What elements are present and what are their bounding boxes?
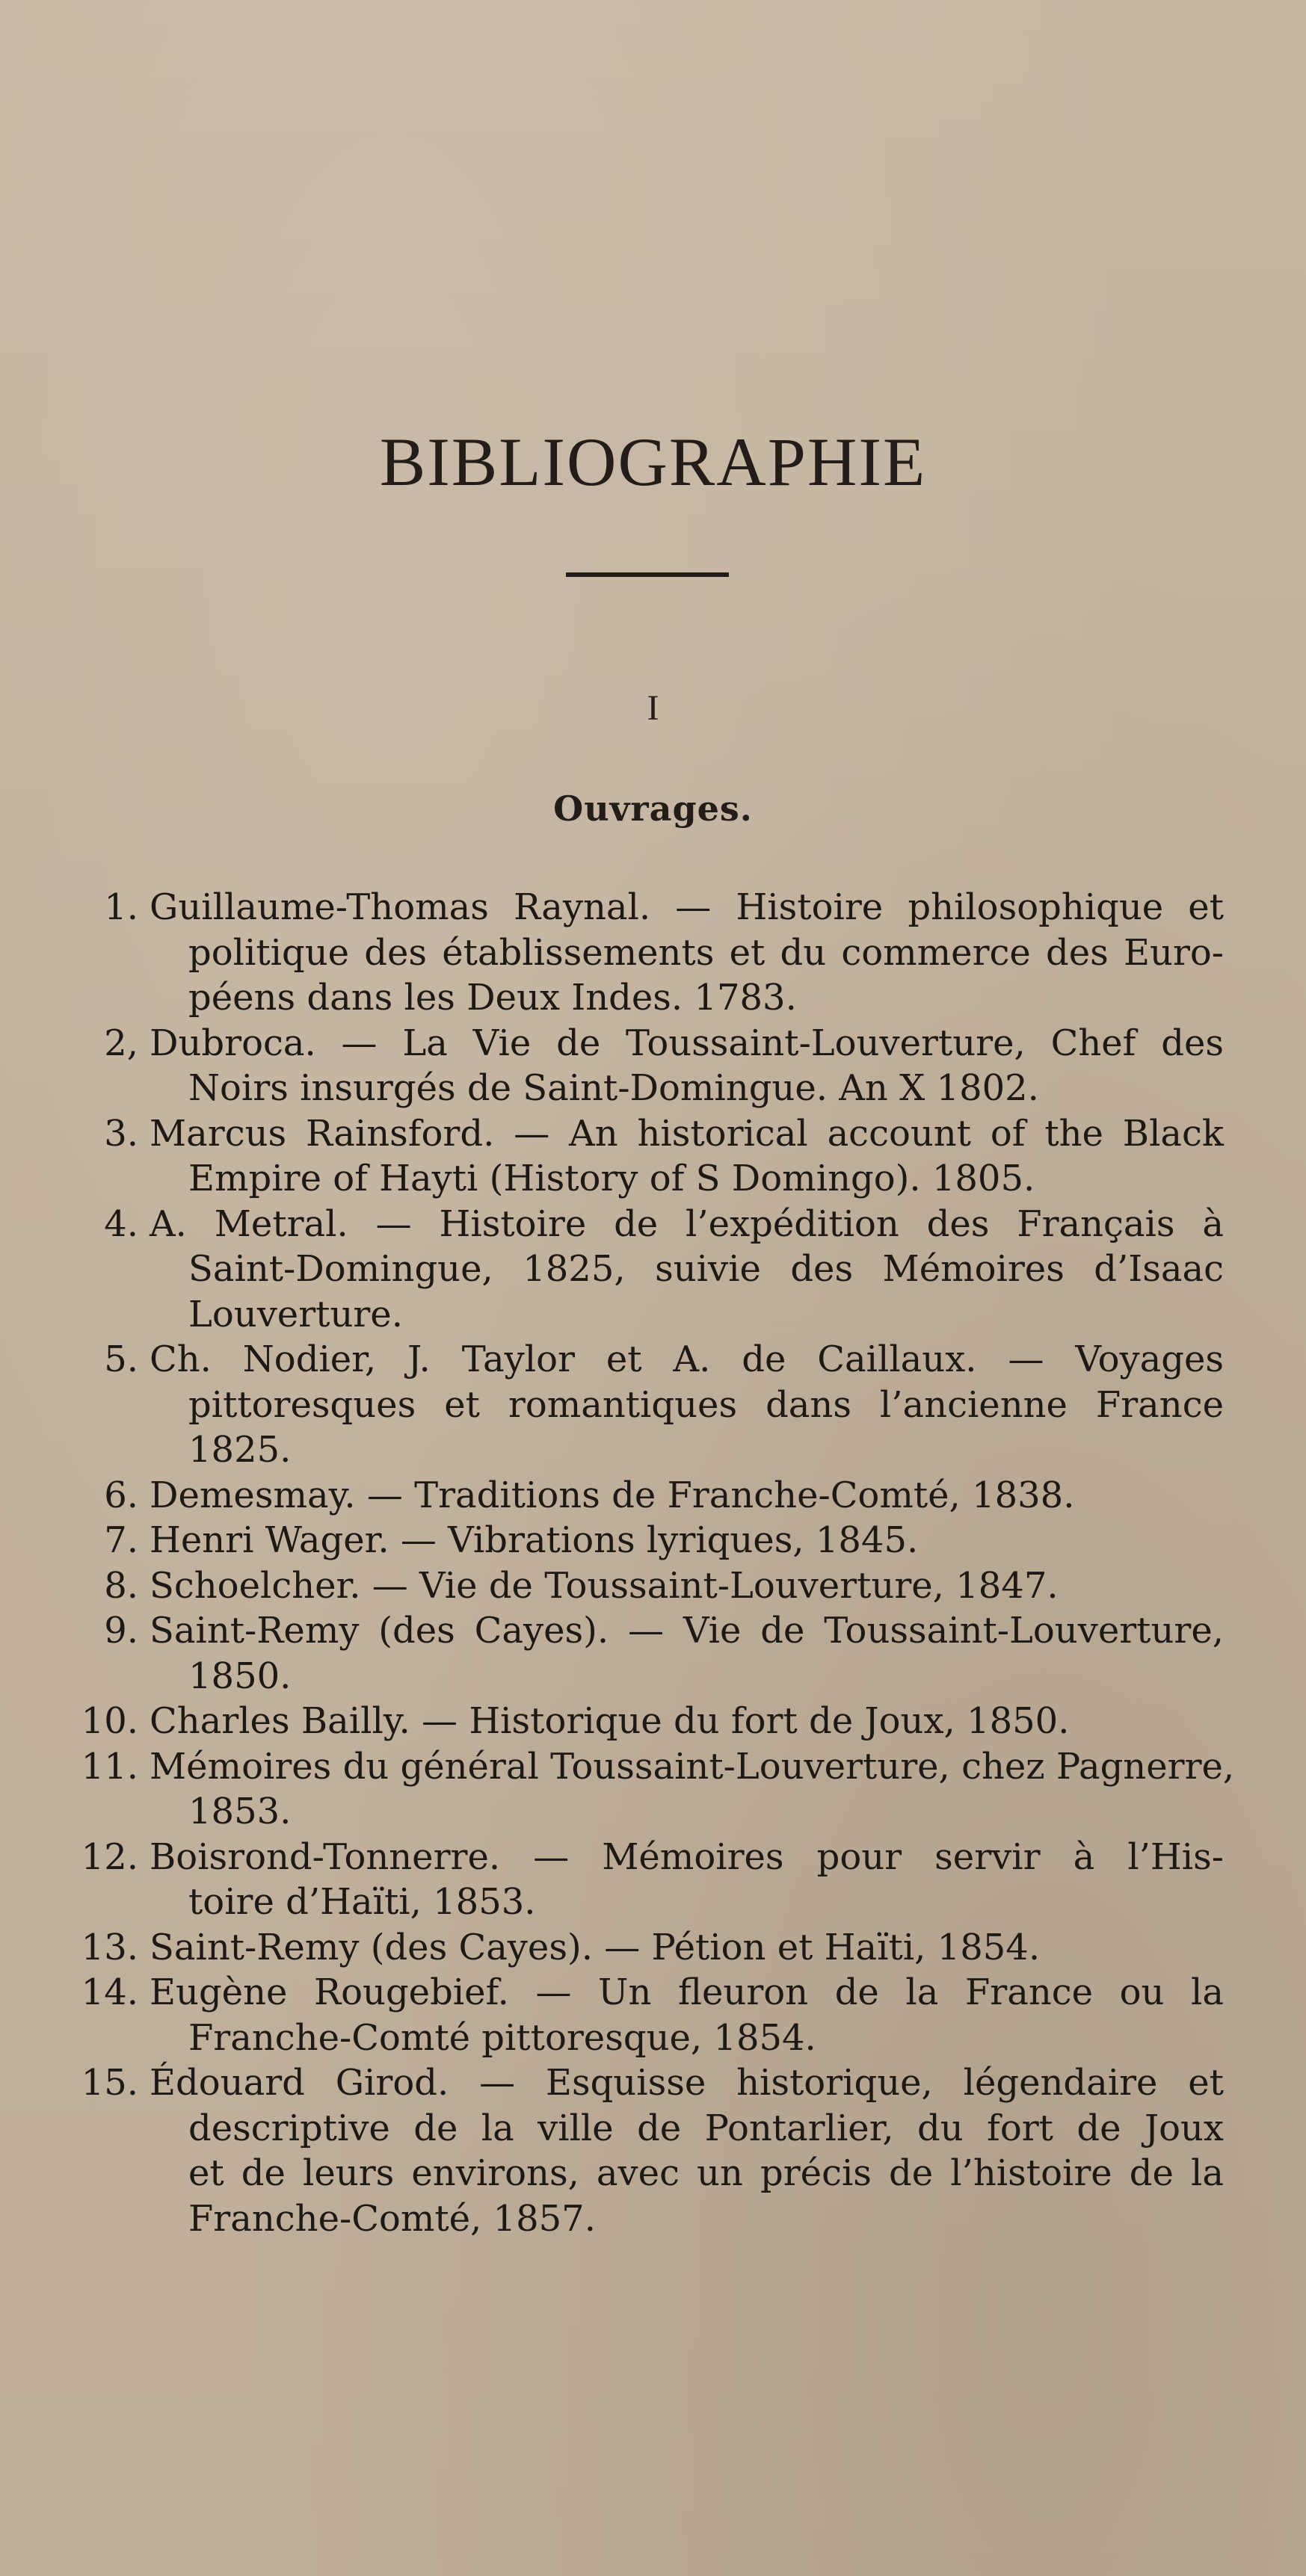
- entry-line: Franche-Comté, 1857.: [188, 2197, 596, 2240]
- entry-line: Eugène Rougebief. — Un fleuron de la France ou la: [150, 1971, 1224, 2013]
- entry-line: Louverture.: [188, 1293, 403, 1335]
- entry-number: 10.: [81, 1700, 138, 1742]
- bibliography-entry: [0, 1337, 1306, 1473]
- entry-line: Saint-Remy (des Cayes). — Pétion et Haïti, 1854.: [150, 1926, 1041, 1968]
- entry-line: Franche-Comté pittoresque, 1854.: [188, 2016, 816, 2059]
- entry-line: 1825.: [188, 1429, 292, 1471]
- entry-line: Édouard Girod. — Esquisse historique, légendaire et: [150, 2062, 1224, 2104]
- entry-line: Charles Bailly. — Historique du fort de Joux, 1850.: [150, 1700, 1070, 1742]
- page-title: BIBLIOGRAPHIE: [379, 424, 927, 500]
- bibliography-entry: [0, 1563, 1306, 1609]
- entry-number: 6.: [104, 1474, 138, 1516]
- entry-line: et de leurs environs, avec un précis de l’histoire de la: [188, 2152, 1224, 2194]
- bibliography-entry: [0, 1473, 1306, 1519]
- entry-line: Schoelcher. — Vie de Toussaint-Louverture, 1847.: [150, 1564, 1059, 1607]
- title-rule: [566, 572, 729, 577]
- entry-number: 12.: [81, 1835, 138, 1878]
- bibliography-entry: [0, 1970, 1306, 2060]
- bibliography-entry: [0, 1202, 1306, 1338]
- bibliography-entry: [0, 1518, 1306, 1563]
- entry-line: péens dans les Deux Indes. 1783.: [188, 977, 797, 1019]
- entry-number: 14.: [81, 1971, 138, 2013]
- section-title: Ouvrages.: [553, 788, 753, 829]
- bibliography-entry: [0, 1608, 1306, 1699]
- entry-line: Demesmay. — Traditions de Franche-Comté, 1838.: [150, 1474, 1075, 1516]
- entry-line: descriptive de la ville de Pontarlier, du fort de Joux: [188, 2107, 1224, 2149]
- entry-line: 1850.: [188, 1655, 292, 1697]
- entry-line: Mémoires du général Toussaint-Louverture, chez Pagnerre,: [150, 1745, 1235, 1788]
- entry-line: Henri Wager. — Vibrations lyriques, 1845.: [150, 1519, 919, 1561]
- entry-line: pittoresques et romantiques dans l’ancienne France: [188, 1383, 1224, 1426]
- entry-line: Saint-Domingue, 1825, suivie des Mémoires d’Isaac: [188, 1248, 1224, 1290]
- bibliography-entry: [0, 2060, 1306, 2241]
- entry-line: Guillaume-Thomas Raynal. — Histoire philosophique et: [150, 886, 1224, 928]
- entry-number: 13.: [81, 1926, 138, 1968]
- entry-line: A. Metral. — Histoire de l’expédition des Français à: [150, 1202, 1224, 1245]
- entry-line: toire d’Haïti, 1853.: [188, 1881, 536, 1923]
- bibliography-entry: [0, 1835, 1306, 1925]
- entry-number: 1.: [104, 886, 138, 928]
- bibliography-entry: [0, 1699, 1306, 1744]
- entry-line: Marcus Rainsford. — An historical account of the Black: [150, 1112, 1224, 1155]
- bibliography-entry: [0, 1744, 1306, 1835]
- entry-line: 1853.: [188, 1791, 292, 1832]
- entry-number: 11.: [81, 1745, 138, 1788]
- entry-line: Saint-Remy (des Cayes). — Vie de Toussaint-Louverture,: [150, 1610, 1224, 1652]
- entry-number: 7.: [104, 1519, 138, 1561]
- entry-line: Empire of Hayti (History of S Domingo). 1805.: [188, 1158, 1035, 1199]
- entry-number: 15.: [81, 2062, 138, 2104]
- entry-number: 4.: [104, 1202, 138, 1245]
- entry-number: 9.: [104, 1610, 138, 1652]
- entry-line: Noirs insurgés de Saint-Domingue. An X 1802.: [188, 1067, 1039, 1109]
- entry-number: 3.: [104, 1112, 138, 1155]
- bibliography-entry: [0, 1021, 1306, 1111]
- entry-number: 8.: [104, 1564, 138, 1607]
- entry-line: Boisrond-Tonnerre. — Mémoires pour servir à l’His-: [150, 1835, 1224, 1878]
- entry-line: Ch. Nodier, J. Taylor et A. de Caillaux. — Voyages: [150, 1338, 1224, 1380]
- bibliography-entry: [0, 885, 1306, 1021]
- entry-line: Dubroca. — La Vie de Toussaint-Louverture, Chef des: [150, 1022, 1224, 1064]
- bibliography-entry: [0, 1925, 1306, 1971]
- entry-line: politique des établissements et du commerce des Euro-: [188, 931, 1224, 974]
- bibliography-list: [0, 885, 1306, 2241]
- section-number: I: [647, 688, 659, 728]
- entry-number: 2,: [104, 1022, 138, 1064]
- entry-number: 5.: [104, 1338, 138, 1380]
- bibliography-entry: [0, 1111, 1306, 1202]
